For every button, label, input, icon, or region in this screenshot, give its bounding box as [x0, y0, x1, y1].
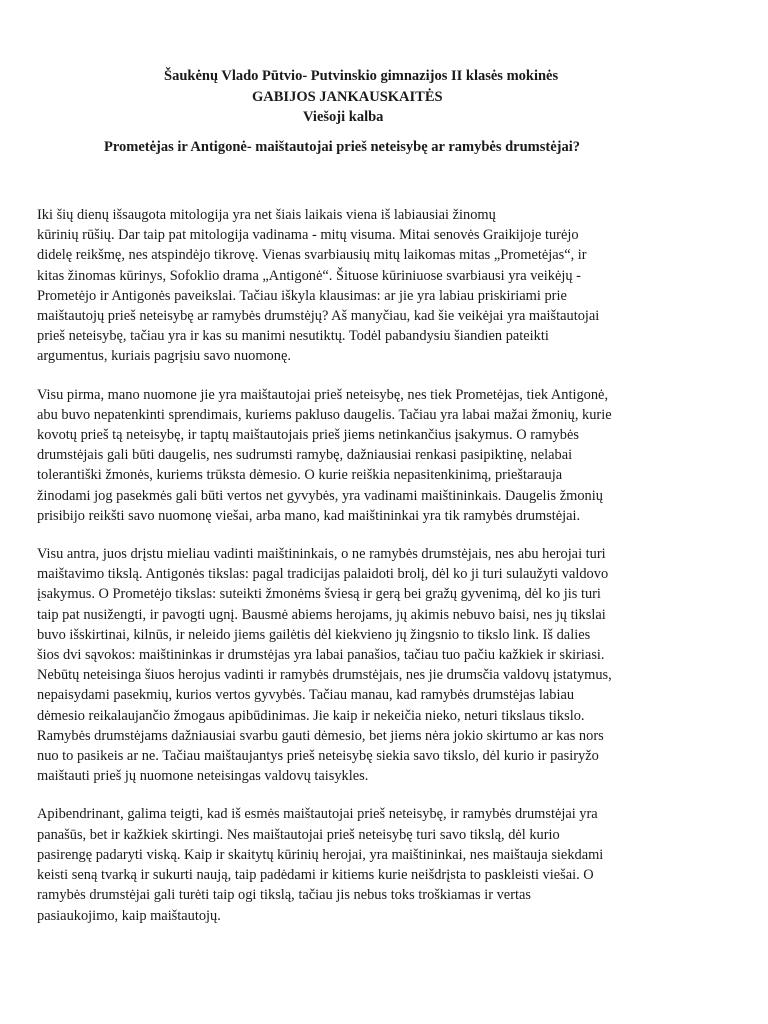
paragraph-line: argumentus, kuriais pagrįsiu savo nuomonę. — [37, 348, 291, 365]
paragraph-line: drumstėjais gali būti daugelis, nes sudrumsti ramybę, dažniausiai renkasi pasipiktinę, nelabai — [37, 447, 573, 464]
header-author-name: GABIJOS JANKAUSKAITĖS — [252, 89, 443, 105]
paragraph-line: šios dvi sąvokos: maištininkas ir drumstėjas yra labai panašios, tačiau tuo pačiu kažkiek ir skiriasi. — [37, 647, 605, 664]
paragraph-line: nepaisydami pasekmių, kurios vertos gyvybės. Tačiau manau, kad ramybės drumstėjas labiau — [37, 687, 575, 704]
paragraph-line: tolerantiški žmonės, kuriems trūksta dėmesio. O kurie reiškia nepasitenkinimą, prieštarauja — [37, 467, 563, 484]
paragraph-line: dėmesio reikalaujančio žmogaus apibūdinimas. Jie kaip ir nekeičia nieko, neturi tikslaus tikslo. — [37, 707, 585, 724]
paragraph-line: pasiaukojimo, kaip maištautojų. — [37, 907, 221, 924]
paragraph-4 — [37, 804, 662, 925]
paragraph-line: prieš neteisybę, tačiau yra ir kas su manimi nesutiktų. Todėl pabandysiu šiandien pateikti — [37, 328, 549, 345]
paragraph-line: ramybės drumstėjai gali turėti taip ogi tikslą, tačiau jis nebus toks troškiamas ir vertas — [37, 887, 531, 904]
paragraph-line: Apibendrinant, galima teigti, kad iš esmės maištautojai prieš neteisybę, ir ramybės drumstėjai yra — [37, 806, 598, 823]
paragraph-line: Visu antra, juos drįstu mieliau vadinti maištininkais, o ne ramybės drumstėjais, nes abu herojai turi — [37, 546, 606, 563]
paragraph-line: taip pat nusižengti, ir pavogti ugnį. Bausmė abiems herojams, jų akimis nebuvo baisi, nes jų tikslai — [37, 606, 606, 623]
paragraph-line: Iki šių dienų išsaugota mitologija yra net šiais laikais viena iš labiausiai žinomų — [37, 207, 496, 223]
paragraph-line: prisibijo reikšti savo nuomonę viešai, arba mano, kad maištininkai yra tik ramybės drumstėjai. — [37, 507, 581, 524]
paragraph-line: panašūs, bet ir kažkiek skirtingi. Nes maištautojai prieš neteisybę turi savo tikslą, dėl kurio — [37, 826, 560, 843]
paragraph-line: žinodami jog pasekmės gali būti vertos net gyvybės, yra vadinami maištininkais. Daugelis žmonių — [37, 487, 603, 504]
paragraph-line: maištavimo tikslą. Antigonės tikslas: pagal tradicijas palaidoti brolį, dėl ko ji turi sulaužyti valdovo — [37, 566, 609, 583]
paragraph-line: kovotų prieš tą neteisybę, ir taptų maištautojais prieš jiems netinkančius įsakymus. O ramybės — [37, 427, 579, 444]
paragraph-line: maištauti prieš jų nuomone neteisingas valdovų taisykles. — [37, 768, 369, 785]
paragraph-line: Visu pirma, mano nuomone jie yra maištautojai prieš neteisybę, nes tiek Prometėjas, tiek Antigonė, — [37, 386, 609, 403]
header-speech-type: Viešoji kalba — [303, 109, 384, 125]
paragraph-line: įsakymus. O Prometėjo tikslas: suteikti žmonėms šviesą ir gerą bei gražų gyvenimą, dėl ko jis turi — [37, 586, 601, 603]
paragraph-line: Prometėjo ir Antigonės paveikslai. Tačiau iškyla klausimas: ar jie yra labiau priskiriami prie — [37, 287, 567, 304]
paragraph-line: buvo išskirtinai, kilnūs, ir neleido jiems gailėtis dėl kiekvieno jų žingsnio to tikslo link. Iš dalies — [37, 626, 591, 643]
paragraph-3 — [37, 544, 662, 786]
paragraph-line: maištautojų prieš neteisybę ar ramybės drumstėjų? Aš manyčiau, kad šie veikėjai yra maištautojai — [37, 308, 600, 325]
paragraph-line: didelę reikšmę, nes atspindėjo tikrovę. Vienas svarbiausių mitų laikomas mitas „Prometėjas“, ir — [37, 247, 587, 264]
paragraph-line: nuo to pasikeis ar ne. Tačiau maištaujantys prieš neteisybę siekia savo tikslo, dėl kurio ir pasiryžo — [37, 748, 599, 765]
paragraph-line: keisti seną tvarką ir sukurti naują, taip padėdami ir kitiems kurie neišdrįsta to paskleisti viešai. O — [37, 867, 594, 884]
page-title: Prometėjas ir Antigonė- maištautojai prieš neteisybę ar ramybės drumstėjai? — [104, 139, 581, 155]
paragraph-line: pasirengę padaryti viską. Kaip ir skaitytų kūrinių herojai, yra maištininkai, nes maištauja siekdami — [37, 846, 604, 863]
header-school-line: Šaukėnų Vlado Pūtvio- Putvinskio gimnazijos II klasės mokinės — [164, 68, 559, 84]
paragraph-line: kitas žinomas kūrinys, Sofoklio drama „Antigonė“. Šituose kūriniuose svarbiausi yra veikėjų - — [37, 267, 581, 284]
paragraph-1 — [37, 205, 662, 367]
paragraph-line: Ramybės drumstėjams dažniausiai svarbu gauti dėmesio, bet jiems nėra jokio skirtumo ar kas nors — [37, 727, 604, 744]
paragraph-line: kūrinių rūšių. Dar taip pat mitologija vadinama - mitų visuma. Mitai senovės Graikijoje turėjo — [37, 227, 579, 244]
paragraph-2 — [37, 385, 662, 526]
document-body — [37, 205, 662, 944]
paragraph-line: abu buvo nepatenkinti sprendimais, kuriems pakluso daugelis. Tačiau yra labai mažai žmonių, kurie — [37, 406, 612, 423]
paragraph-line: Nebūtų neteisinga šiuos herojus vadinti ir ramybės drumstėjais, nes jie drumsčia valdovų įstatymus, — [37, 667, 612, 684]
